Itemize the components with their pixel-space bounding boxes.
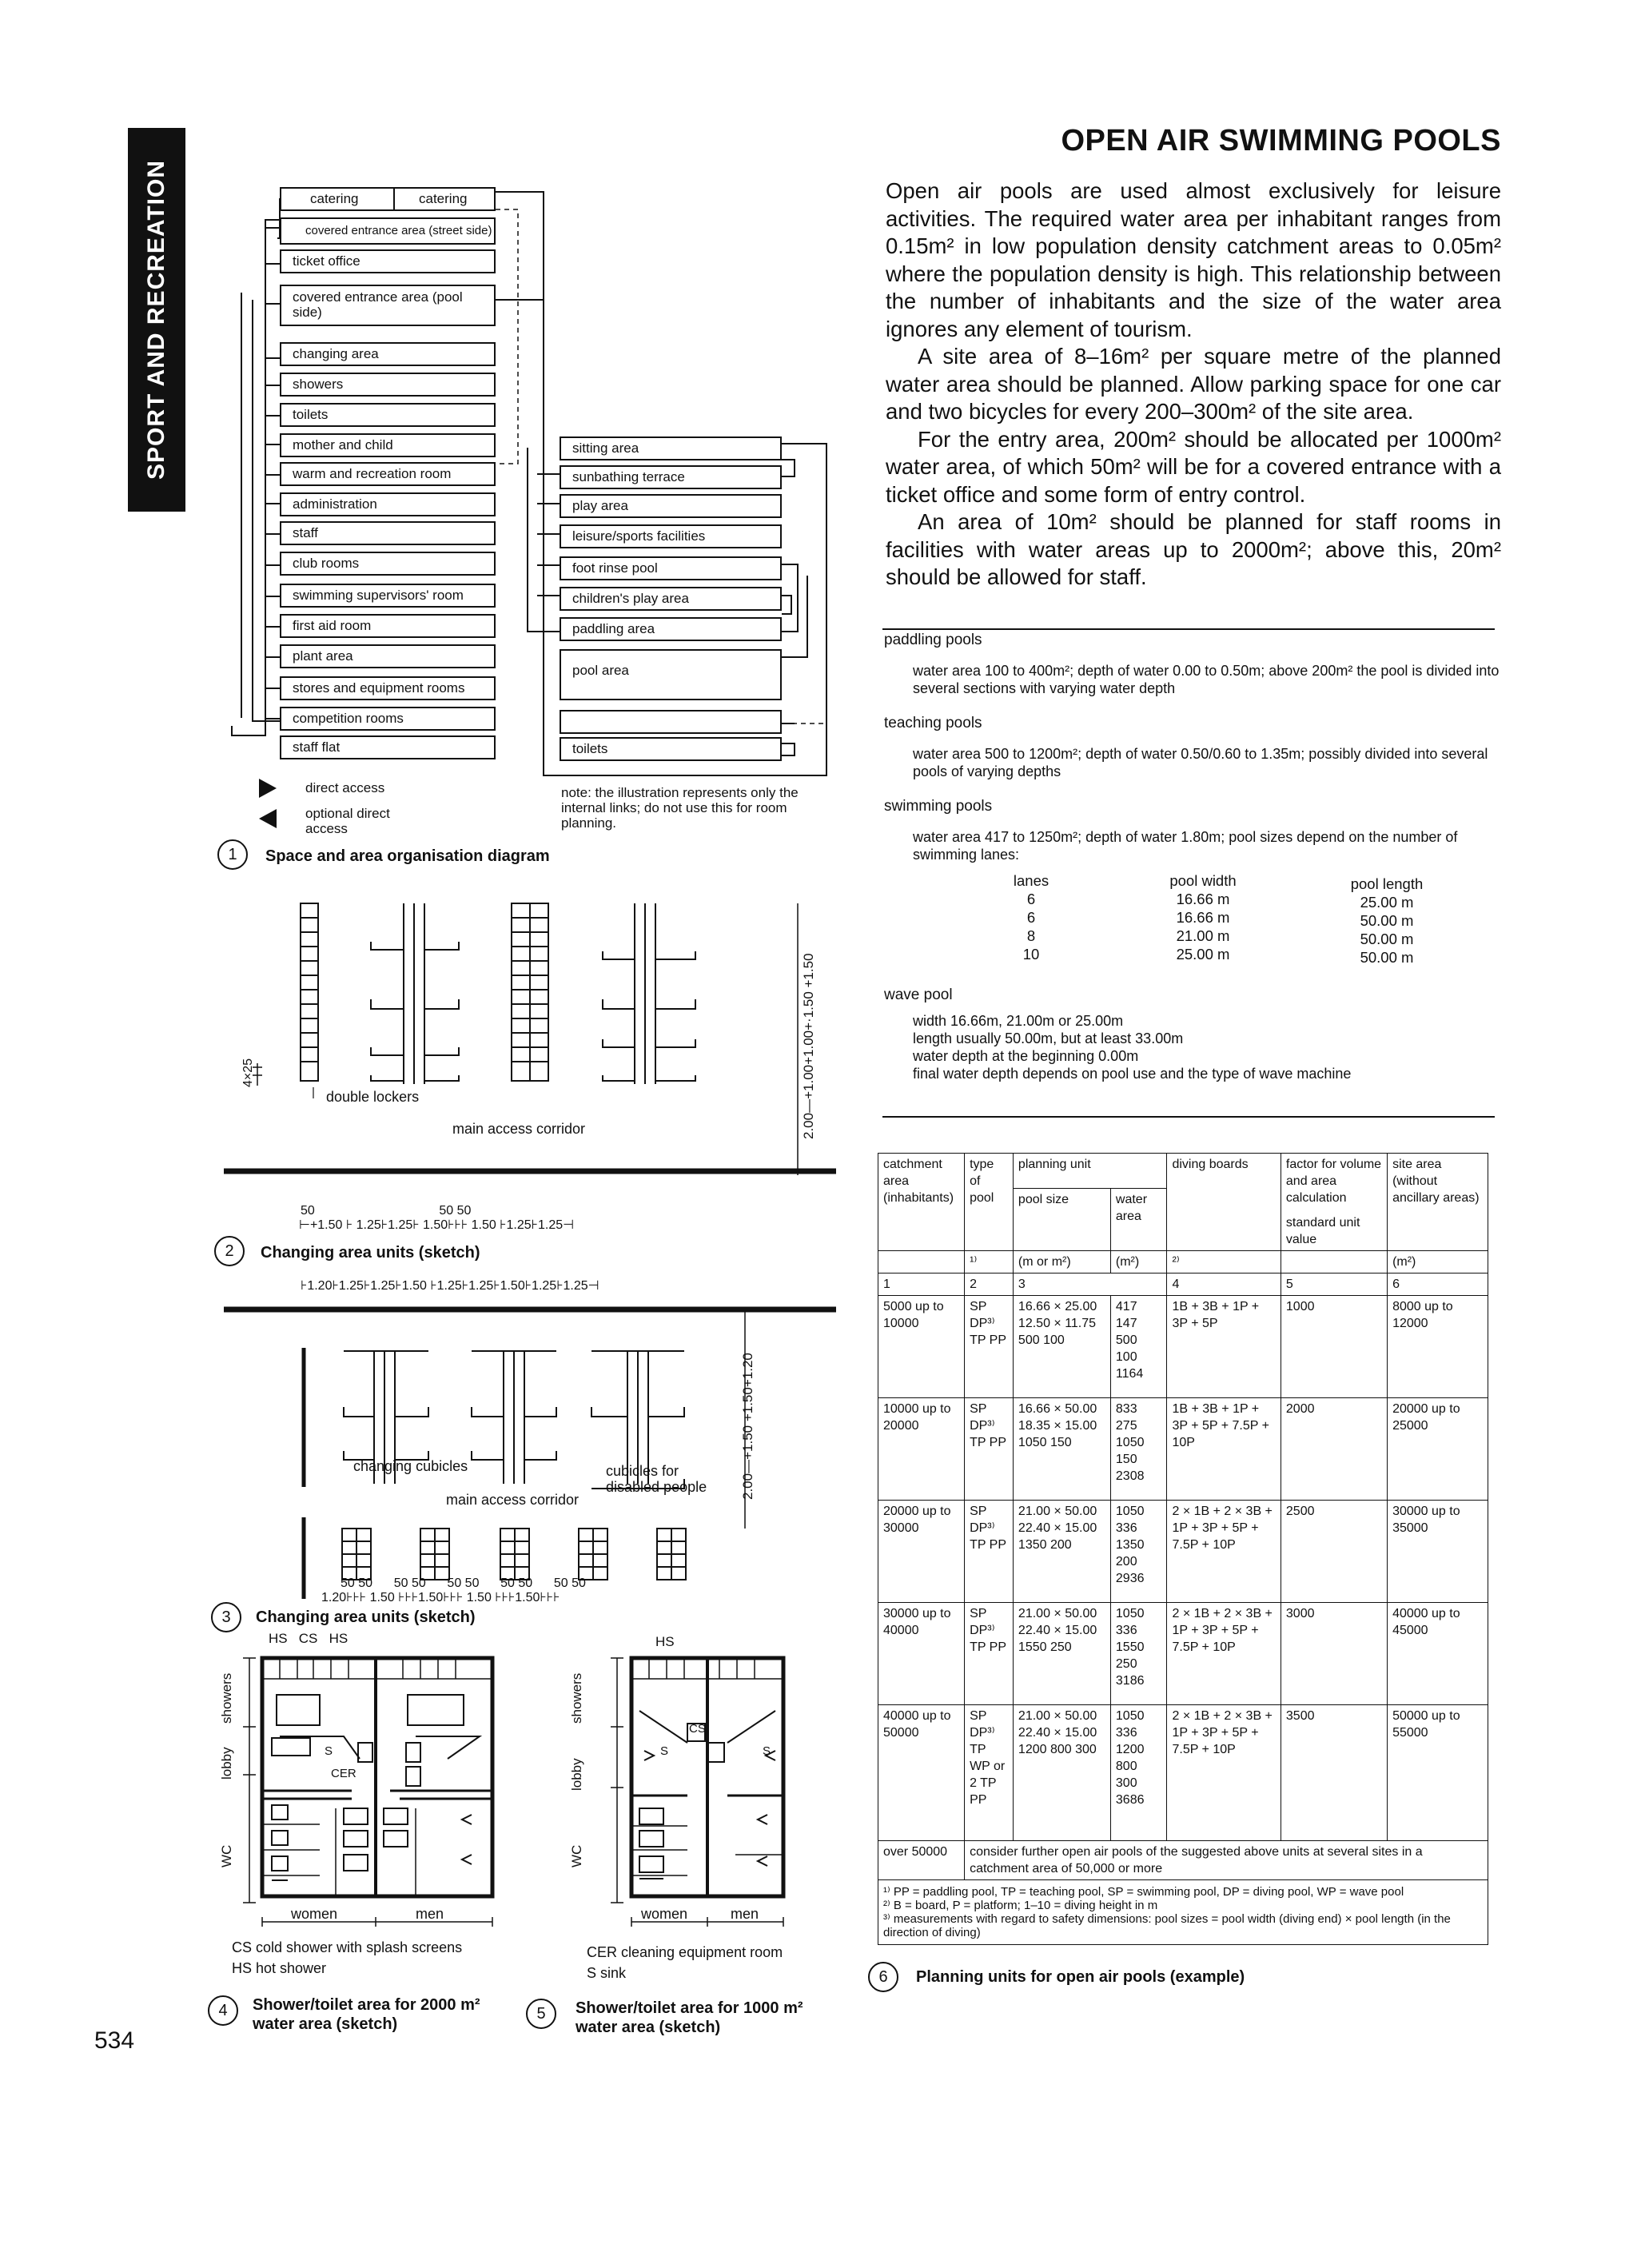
caption-1: Space and area organisation diagram	[265, 847, 550, 865]
teaching-heading: teaching pools	[884, 715, 982, 731]
lanes-header: pool length	[1350, 875, 1424, 892]
td-catchment: over 50000	[878, 1841, 965, 1880]
td-num: 2	[965, 1274, 1014, 1296]
legend-cer: CER cleaning equipment room	[587, 1944, 783, 1960]
th-site: site area (without ancillary areas)	[1388, 1154, 1488, 1251]
caption-number: 3	[211, 1602, 241, 1632]
footnote: ¹⁾ PP = paddling pool, TP = teaching pool, SP = swimming pool, DP = diving pool, WP = wave pool	[883, 1885, 1404, 1899]
vertical-dims: 2.00—+1.50 +1.50+1.20	[740, 1353, 755, 1500]
box-ticket-office: ticket office	[280, 249, 496, 273]
box-mother-child: mother and child	[280, 433, 496, 457]
td-unit: (m²)	[1388, 1251, 1488, 1274]
legend-cs: CS cold shower with splash screens	[232, 1939, 463, 1955]
wave-line: width 16.66m, 21.00m or 25.00m	[913, 1013, 1124, 1029]
lanes-cell: 50.00 m	[1360, 949, 1414, 966]
box-empty	[560, 710, 782, 734]
swimming-text: water area 417 to 1250m²; depth of water 1.80m; pool sizes depend on the number of swimming lanes:	[913, 829, 1458, 863]
caption-2: Changing area units (sketch)	[261, 1244, 480, 1262]
td-unit: (m²)	[1110, 1251, 1167, 1274]
side-label-showers: showers	[569, 1672, 584, 1724]
td-factor: 1000	[1281, 1296, 1387, 1398]
th-factor-label: factor for volume and area calculation	[1285, 1158, 1382, 1205]
td-type: SP DP³⁾ TP PP	[965, 1501, 1014, 1603]
box-plant-area: plant area	[280, 644, 496, 668]
side-label-showers: showers	[219, 1672, 234, 1724]
lanes-header: pool width	[1169, 872, 1237, 889]
td-site: 8000 up to 12000	[1388, 1296, 1488, 1398]
women-label: women	[641, 1906, 688, 1922]
td-area: 1050 336 1350 200 2936	[1110, 1501, 1167, 1603]
caption-number: 4	[208, 1995, 238, 2026]
box-toilets: toilets	[280, 403, 496, 427]
lanes-cell: 6	[1026, 891, 1036, 907]
caption-number: 5	[526, 1999, 556, 2029]
dims-row: ⊢+1.50 ⊦ 1.25⊦1.25⊦ 1.50⊦⊦⊦ 1.50 ⊦1.25⊦1.25⊣	[299, 1218, 575, 1232]
th-factor-unit: standard unit value	[1285, 1216, 1360, 1246]
double-lockers-label: double lockers	[326, 1089, 420, 1105]
box-childrens-play: children's play area	[560, 587, 782, 611]
td-catchment: 20000 up to 30000	[878, 1501, 965, 1603]
side-label-lobby: lobby	[569, 1758, 584, 1791]
lanes-cell: 16.66 m	[1176, 891, 1230, 907]
box-pool-area: pool area	[560, 649, 782, 700]
changing-cubicles-label: changing cubicles	[353, 1458, 468, 1474]
box-covered-entrance-pool: covered entrance area (pool side)	[280, 285, 496, 326]
optional-access-arrow-icon	[259, 809, 277, 828]
teaching-text: water area 500 to 1200m²; depth of water 0.50/0.60 to 1.35m; possibly divided into several pools of varying depths	[913, 746, 1488, 779]
td-area: 833 275 1050 150 2308	[1110, 1398, 1167, 1501]
direct-access-arrow-icon	[259, 779, 277, 798]
td-catchment: 40000 up to 50000	[878, 1705, 965, 1841]
box-showers: showers	[280, 373, 496, 397]
box-staff-flat: staff flat	[280, 735, 496, 759]
locker-dims: 4×25	[241, 1058, 255, 1087]
td-type: SP DP³⁾ TP WP or 2 TP PP	[965, 1705, 1014, 1841]
box-first-aid: first aid room	[280, 614, 496, 638]
td-size: 16.66 × 50.00 18.35 × 15.00 1050 150	[1013, 1398, 1110, 1501]
legend-optional: optional direct access	[305, 806, 390, 836]
lanes-header: lanes	[1013, 872, 1050, 889]
wave-heading: wave pool	[884, 987, 953, 1003]
cs-label: CS	[689, 1722, 706, 1736]
legend-direct: direct access	[305, 780, 385, 795]
lanes-cell: 16.66 m	[1176, 909, 1230, 926]
td-site: 20000 up to 25000	[1388, 1398, 1488, 1501]
box-administration: administration	[280, 492, 496, 516]
intro-paragraph: Open air pools are used almost exclusively for leisure activities. The required water area per inhabitant ranges from 0.15m² in low population density catchment areas to 0.05m² where the population density is high. This relationship between the number of inhabitants and the size of the water area ignores any element of tourism.	[886, 178, 1501, 341]
td-size: 16.66 × 25.00 12.50 × 11.75 500 100	[1013, 1296, 1110, 1398]
td-num: 6	[1388, 1274, 1488, 1296]
lanes-cell: 6	[1026, 909, 1036, 926]
diagram1-note: note: the illustration represents only the internal links; do not use this for room planning.	[561, 785, 799, 831]
page-number: 534	[94, 2027, 135, 2054]
page-title: OPEN AIR SWIMMING POOLS	[1061, 124, 1501, 157]
corridor-label: main access corridor	[452, 1121, 586, 1137]
box-supervisors-room: swimming supervisors' room	[280, 584, 496, 608]
caption-3: Changing area units (sketch)	[256, 1608, 476, 1626]
dims-bottom: 1.20⊦⊦⊦ 1.50 ⊦⊦⊦1.50⊦⊦⊦ 1.50 ⊦⊦⊦1.50⊦⊦⊦	[321, 1591, 560, 1604]
women-label: women	[291, 1906, 338, 1922]
wave-line: length usually 50.00m, but at least 33.00m	[913, 1030, 1184, 1046]
intro-paragraph: An area of 10m² should be planned for staff rooms in facilities with water areas up to 2000m²; above this, 20m² should be allowed for staff.	[886, 509, 1501, 589]
sink-label: S	[763, 1744, 771, 1758]
caption-6: Planning units for open air pools (example)	[916, 1968, 1245, 1986]
td-num: 5	[1281, 1274, 1387, 1296]
sink-label: S	[660, 1744, 669, 1758]
men-label: men	[416, 1906, 444, 1922]
th-type: type of pool	[965, 1154, 1014, 1251]
td-num: 3	[1013, 1274, 1167, 1296]
side-label-wc: WC	[569, 1844, 584, 1867]
td-site: 40000 up to 45000	[1388, 1603, 1488, 1705]
intro-paragraph: A site area of 8–16m² per square metre of the planned water area should be planned. Allow parking space for one car and two bicycles for every 200–300m² of the site area.	[886, 344, 1501, 424]
td-size: 21.00 × 50.00 22.40 × 15.00 1350 200	[1013, 1501, 1110, 1603]
td-factor: 3000	[1281, 1603, 1387, 1705]
td-over-text: consider further open air pools of the suggested above units at several sites in a catchment area of 50,000 or more	[965, 1841, 1488, 1880]
td-catchment: 30000 up to 40000	[878, 1603, 965, 1705]
box-covered-entrance-street: covered entrance area (street side)	[280, 217, 496, 245]
diagram5-sketch	[611, 1658, 783, 1927]
th-pool-size: pool size	[1013, 1189, 1110, 1251]
caption-number: 1	[217, 839, 248, 870]
paddling-heading: paddling pools	[884, 632, 982, 648]
box-sunbathing: sunbathing terrace	[560, 465, 782, 489]
box-sitting-area: sitting area	[560, 436, 782, 460]
legend-s: S sink	[587, 1965, 627, 1981]
vertical-dims: 2.00—+1.00+1.00+·1.50 +1.50	[801, 953, 816, 1139]
td-diving: 1B + 3B + 1P + 3P + 5P	[1167, 1296, 1281, 1398]
td-factor: 2500	[1281, 1501, 1387, 1603]
box-competition-rooms: competition rooms	[280, 707, 496, 731]
intro-paragraph: For the entry area, 200m² should be allocated per 1000m² water area, of which 50m² will be for a covered entrance with a ticket office and some form of entry control.	[886, 426, 1501, 507]
box-catering	[280, 187, 496, 211]
footnote: ³⁾ measurements with regard to safety dimensions: pool sizes = pool width (diving end) × pool length (in the direction of diving)	[883, 1912, 1451, 1939]
box-club-rooms: club rooms	[280, 552, 496, 576]
caption-number: 6	[868, 1962, 898, 1992]
wave-line: final water depth depends on pool use and the type of wave machine	[913, 1066, 1352, 1082]
td-type: SP DP³⁾ TP PP	[965, 1296, 1014, 1398]
td-site: 50000 up to 55000	[1388, 1705, 1488, 1841]
legend-hs: HS hot shower	[232, 1960, 327, 1976]
box-changing-area: changing area	[280, 342, 496, 366]
td-factor: 2000	[1281, 1398, 1387, 1501]
td-site: 30000 up to 35000	[1388, 1501, 1488, 1603]
td-factor: 3500	[1281, 1705, 1387, 1841]
corridor-label: main access corridor	[446, 1492, 580, 1508]
th-catchment: catchment area (inhabitants)	[878, 1154, 965, 1251]
wave-line: water depth at the beginning 0.00m	[913, 1048, 1139, 1064]
td-num: 4	[1167, 1274, 1281, 1296]
caption-number: 2	[214, 1236, 245, 1266]
box-toilets-right: toilets	[560, 737, 782, 761]
dims-bottom-top: 50 50 50 50 50 50 50 50 50 50	[341, 1576, 586, 1590]
lanes-cell: 8	[1026, 927, 1036, 944]
caption-4: Shower/toilet area for 2000 m² water area (sketch)	[253, 1996, 480, 2033]
caption-5: Shower/toilet area for 1000 m² water area (sketch)	[576, 1999, 803, 2036]
lanes-cell: 10	[1022, 946, 1040, 963]
td-catchment: 10000 up to 20000	[878, 1398, 965, 1501]
td-catchment: 5000 up to 10000	[878, 1296, 965, 1398]
side-label-lobby: lobby	[219, 1747, 234, 1780]
lanes-cell: 50.00 m	[1360, 931, 1414, 947]
top-labels: HS CS HS	[269, 1631, 349, 1646]
td-type: SP DP³⁾ TP PP	[965, 1398, 1014, 1501]
lanes-cell: 50.00 m	[1360, 912, 1414, 929]
diagram4-sketch	[243, 1658, 492, 1927]
td-size: 21.00 × 50.00 22.40 × 15.00 1200 800 300	[1013, 1705, 1110, 1841]
sidebar-label: SPORT AND RECREATION	[143, 159, 169, 480]
lanes-cell: 21.00 m	[1176, 927, 1230, 944]
dims-top: ⊦1.20⊦1.25⊦1.25⊦1.50 ⊦1.25⊦1.25⊦1.50⊦1.25⊦1.25⊣	[301, 1279, 599, 1293]
box-paddling-area: paddling area	[560, 617, 782, 641]
men-label: men	[731, 1906, 759, 1922]
sink-label: S	[325, 1744, 333, 1758]
td-unit: ²⁾	[1167, 1251, 1281, 1274]
footnote: ²⁾ B = board, P = platform; 1–10 = diving height in m	[883, 1899, 1158, 1912]
td-unit: ¹⁾	[965, 1251, 1014, 1274]
td-diving: 1B + 3B + 1P + 3P + 5P + 7.5P + 10P	[1167, 1398, 1281, 1501]
td-size: 21.00 × 50.00 22.40 × 15.00 1550 250	[1013, 1603, 1110, 1705]
td-diving: 2 × 1B + 2 × 3B + 1P + 3P + 5P + 7.5P + 10P	[1167, 1501, 1281, 1603]
td-unit: (m or m²)	[1013, 1251, 1110, 1274]
td-area: 1050 336 1550 250 3186	[1110, 1603, 1167, 1705]
box-label: catering	[310, 190, 359, 206]
cubicles-disabled-label: cubicles for disabled people	[606, 1463, 707, 1495]
box-foot-rinse: foot rinse pool	[560, 556, 782, 580]
swimming-heading: swimming pools	[884, 798, 993, 815]
box-warm-room: warm and recreation room	[280, 462, 496, 486]
td-type: SP DP³⁾ TP PP	[965, 1603, 1014, 1705]
box-play-area: play area	[560, 494, 782, 518]
th-water-area: water area	[1110, 1189, 1167, 1251]
top-label: HS	[655, 1634, 675, 1649]
td-diving: 2 × 1B + 2 × 3B + 1P + 3P + 5P + 7.5P + 10P	[1167, 1705, 1281, 1841]
th-planning: planning unit	[1013, 1154, 1167, 1189]
dims-top: 50 50 50	[301, 1204, 472, 1218]
lanes-cell: 25.00 m	[1360, 894, 1414, 911]
td-num: 1	[878, 1274, 965, 1296]
box-leisure: leisure/sports facilities	[560, 524, 782, 548]
td-area: 417 147 500 100 1164	[1110, 1296, 1167, 1398]
td-diving: 2 × 1B + 2 × 3B + 1P + 3P + 5P + 7.5P + 10P	[1167, 1603, 1281, 1705]
paddling-text: water area 100 to 400m²; depth of water 0.00 to 0.50m; above 200m² the pool is divided into several sections with varying water depth	[913, 663, 1500, 696]
box-staff: staff	[280, 521, 496, 545]
box-label: catering	[393, 189, 467, 209]
side-label-wc: WC	[219, 1844, 234, 1867]
td-area: 1050 336 1200 800 300 3686	[1110, 1705, 1167, 1841]
box-stores: stores and equipment rooms	[280, 676, 496, 700]
lanes-cell: 25.00 m	[1176, 946, 1230, 963]
cer-label: CER	[331, 1767, 356, 1780]
th-diving: diving boards	[1167, 1154, 1281, 1251]
